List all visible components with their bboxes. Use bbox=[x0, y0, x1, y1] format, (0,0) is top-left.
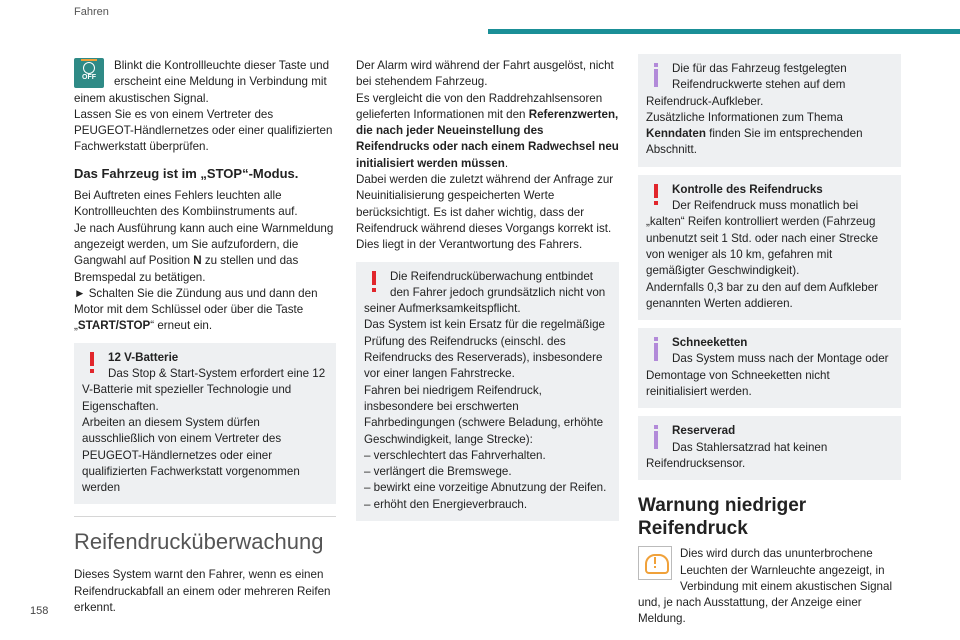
list-item: – erhöht den Energieverbrauch. bbox=[364, 497, 528, 511]
section-title: Reifendrucküberwachung bbox=[74, 529, 324, 555]
battery-text-1: Das Stop & Start-System erfordert eine 12 V-Batterie mit spezieller Technologie und Eigenschaften. bbox=[82, 367, 326, 413]
battery-warning-box bbox=[74, 343, 336, 505]
attention-text-1: Die Reifendrucküberwachung entbindet den Fahrer jedoch grundsätzlich nicht von seiner Aufmerksamkeitspflicht. bbox=[364, 269, 606, 316]
column-1 bbox=[74, 58, 336, 616]
list-item: – bewirkt eine vorzeitige Abnutzung der Reifen. bbox=[364, 481, 607, 495]
column-2 bbox=[356, 58, 619, 529]
intro-paragraph-2: Lassen Sie es von einem Vertreter des PEUGEOT-Händlernetzes oder einer qualifizierten Fachwerkstatt überprüfen. bbox=[74, 107, 333, 154]
tire-pressure-warning-icon bbox=[638, 546, 672, 580]
values-paragraph: Dabei werden die zuletzt während der Anfrage zur Neuinitialisierung gespeicherten Werte berücksichtigt. Es ist daher wichtig, dass der Reifendruck während dieses Vorgangs korrekt ist. Dies liegt in der Verantwortung des Fahrers. bbox=[356, 173, 614, 252]
page-number: 158 bbox=[30, 605, 49, 617]
low-pressure-heading: Warnung niedriger Reifendruck bbox=[638, 495, 807, 540]
snow-chains-info-box bbox=[638, 328, 901, 408]
pressure-check-text-2: Andernfalls 0,3 bar zu den auf dem Aufkleber genannten Werten addieren. bbox=[646, 280, 879, 310]
attention-text-2: Das System ist kein Ersatz für die regelmäßige Prüfung des Reifendrucks (einschl. des Reifendrucks des Reserverads), insbesondere vor einer langen Fahrstrecke. bbox=[364, 318, 605, 381]
pressure-values-info-box bbox=[638, 54, 901, 167]
pressure-check-title: Kontrolle des Reifendrucks bbox=[672, 182, 823, 196]
stop-mode-paragraph-1: Bei Auftreten eines Fehlers leuchten alle Kontrollleuchten des Kombiinstruments auf. bbox=[74, 189, 298, 219]
comparison-paragraph: Es vergleicht die von den Raddrehzahlsensoren gelieferten Informationen mit den Referenzwerten, die nach jeder Neueinstellung des Reifendrucks oder nach einem Radwechsel neu initialisiert werden müssen. bbox=[356, 91, 619, 170]
info-icon bbox=[646, 335, 670, 363]
info-icon bbox=[646, 423, 670, 451]
warning-exclamation-icon bbox=[82, 350, 106, 378]
section-intro: Dieses System warnt den Fahrer, wenn es einen Reifendruckabfall an einem oder mehreren Reifen erkennt. bbox=[74, 568, 331, 615]
spare-wheel-title: Reserverad bbox=[672, 424, 736, 438]
pressure-check-warning-box bbox=[638, 175, 901, 320]
section-header: Fahren bbox=[74, 6, 109, 18]
pressure-info-text-2: Zusätzliche Informationen zum Thema Kenndaten finden Sie im entsprechenden Abschnitt. bbox=[646, 110, 863, 157]
attention-warning-box bbox=[356, 262, 619, 521]
spare-wheel-info-box bbox=[638, 416, 901, 480]
column-3 bbox=[638, 58, 901, 628]
attention-text-3: Fahren bei niedrigem Reifendruck, insbesondere bei erschwerten Fahrbedingungen (schwere Beladung, erhöhte Geschwindigkeit, lange Strecke): bbox=[364, 383, 604, 446]
header-accent-bar bbox=[488, 29, 960, 34]
battery-title: 12 V-Batterie bbox=[108, 350, 179, 364]
low-pressure-text: Dies wird durch das ununterbrochene Leuchten der Warnleuchte angezeigt, in Verbindung mit einem akustischen Signal und, je nach Ausstattung, der Anzeige einer Meldung. bbox=[638, 547, 893, 626]
stop-mode-paragraph-2: Je nach Ausführung kann auch eine Warnmeldung angezeigt werden, um Sie aufzufordern, die Gangwahl auf Position N zu stellen und das Bremspedal zu betätigen. bbox=[74, 221, 334, 284]
list-item: – verlängert die Bremswege. bbox=[364, 465, 512, 479]
stop-start-off-button-icon: OFF bbox=[74, 58, 104, 88]
spare-wheel-text: Das Stahlersatzrad hat keinen Reifendrucksensor. bbox=[646, 440, 828, 470]
warning-exclamation-icon bbox=[646, 182, 670, 210]
info-icon bbox=[646, 61, 670, 89]
pressure-info-text-1: Die für das Fahrzeug festgelegten Reifendruckwerte stehen auf dem Reifendruck-Aufkleber. bbox=[646, 62, 847, 108]
battery-text-2: Arbeiten an diesem System dürfen ausschließlich von einem Vertreter des PEUGEOT-Händlernetzes oder einer qualifizierten Fachwerkstatt vorgenommen werden bbox=[82, 415, 300, 495]
stop-mode-heading: Das Fahrzeug ist im „STOP“-Modus. bbox=[74, 165, 299, 181]
alarm-paragraph: Der Alarm wird während der Fahrt ausgelöst, nicht bei stehendem Fahrzeug. bbox=[356, 59, 614, 89]
snow-chains-title: Schneeketten bbox=[672, 336, 748, 350]
list-item: – verschlechtert das Fahrverhalten. bbox=[364, 448, 546, 462]
snow-chains-text: Das System muss nach der Montage oder Demontage von Schneeketten nicht reinitialisiert werden. bbox=[646, 352, 889, 399]
pressure-check-text-1: Der Reifendruck muss monatlich bei „kalten“ Reifen kontrolliert werden (Fahrzeug unbenutzt seit 1 Std. oder nach einer Strecke von weniger als 10 km, gefahren mit gemäßigter Geschwindigkeit). bbox=[646, 199, 879, 278]
intro-paragraph: Blinkt die Kontrollleuchte dieser Taste und erscheint eine Meldung in Verbindung mit einem akustischen Signal. bbox=[74, 59, 330, 105]
stop-mode-instruction: ► Schalten Sie die Zündung aus und dann den Motor mit dem Schlüssel oder über die Taste „START/STOP“ erneut ein. bbox=[74, 286, 318, 333]
warning-exclamation-icon bbox=[364, 269, 388, 297]
section-divider bbox=[74, 516, 336, 517]
